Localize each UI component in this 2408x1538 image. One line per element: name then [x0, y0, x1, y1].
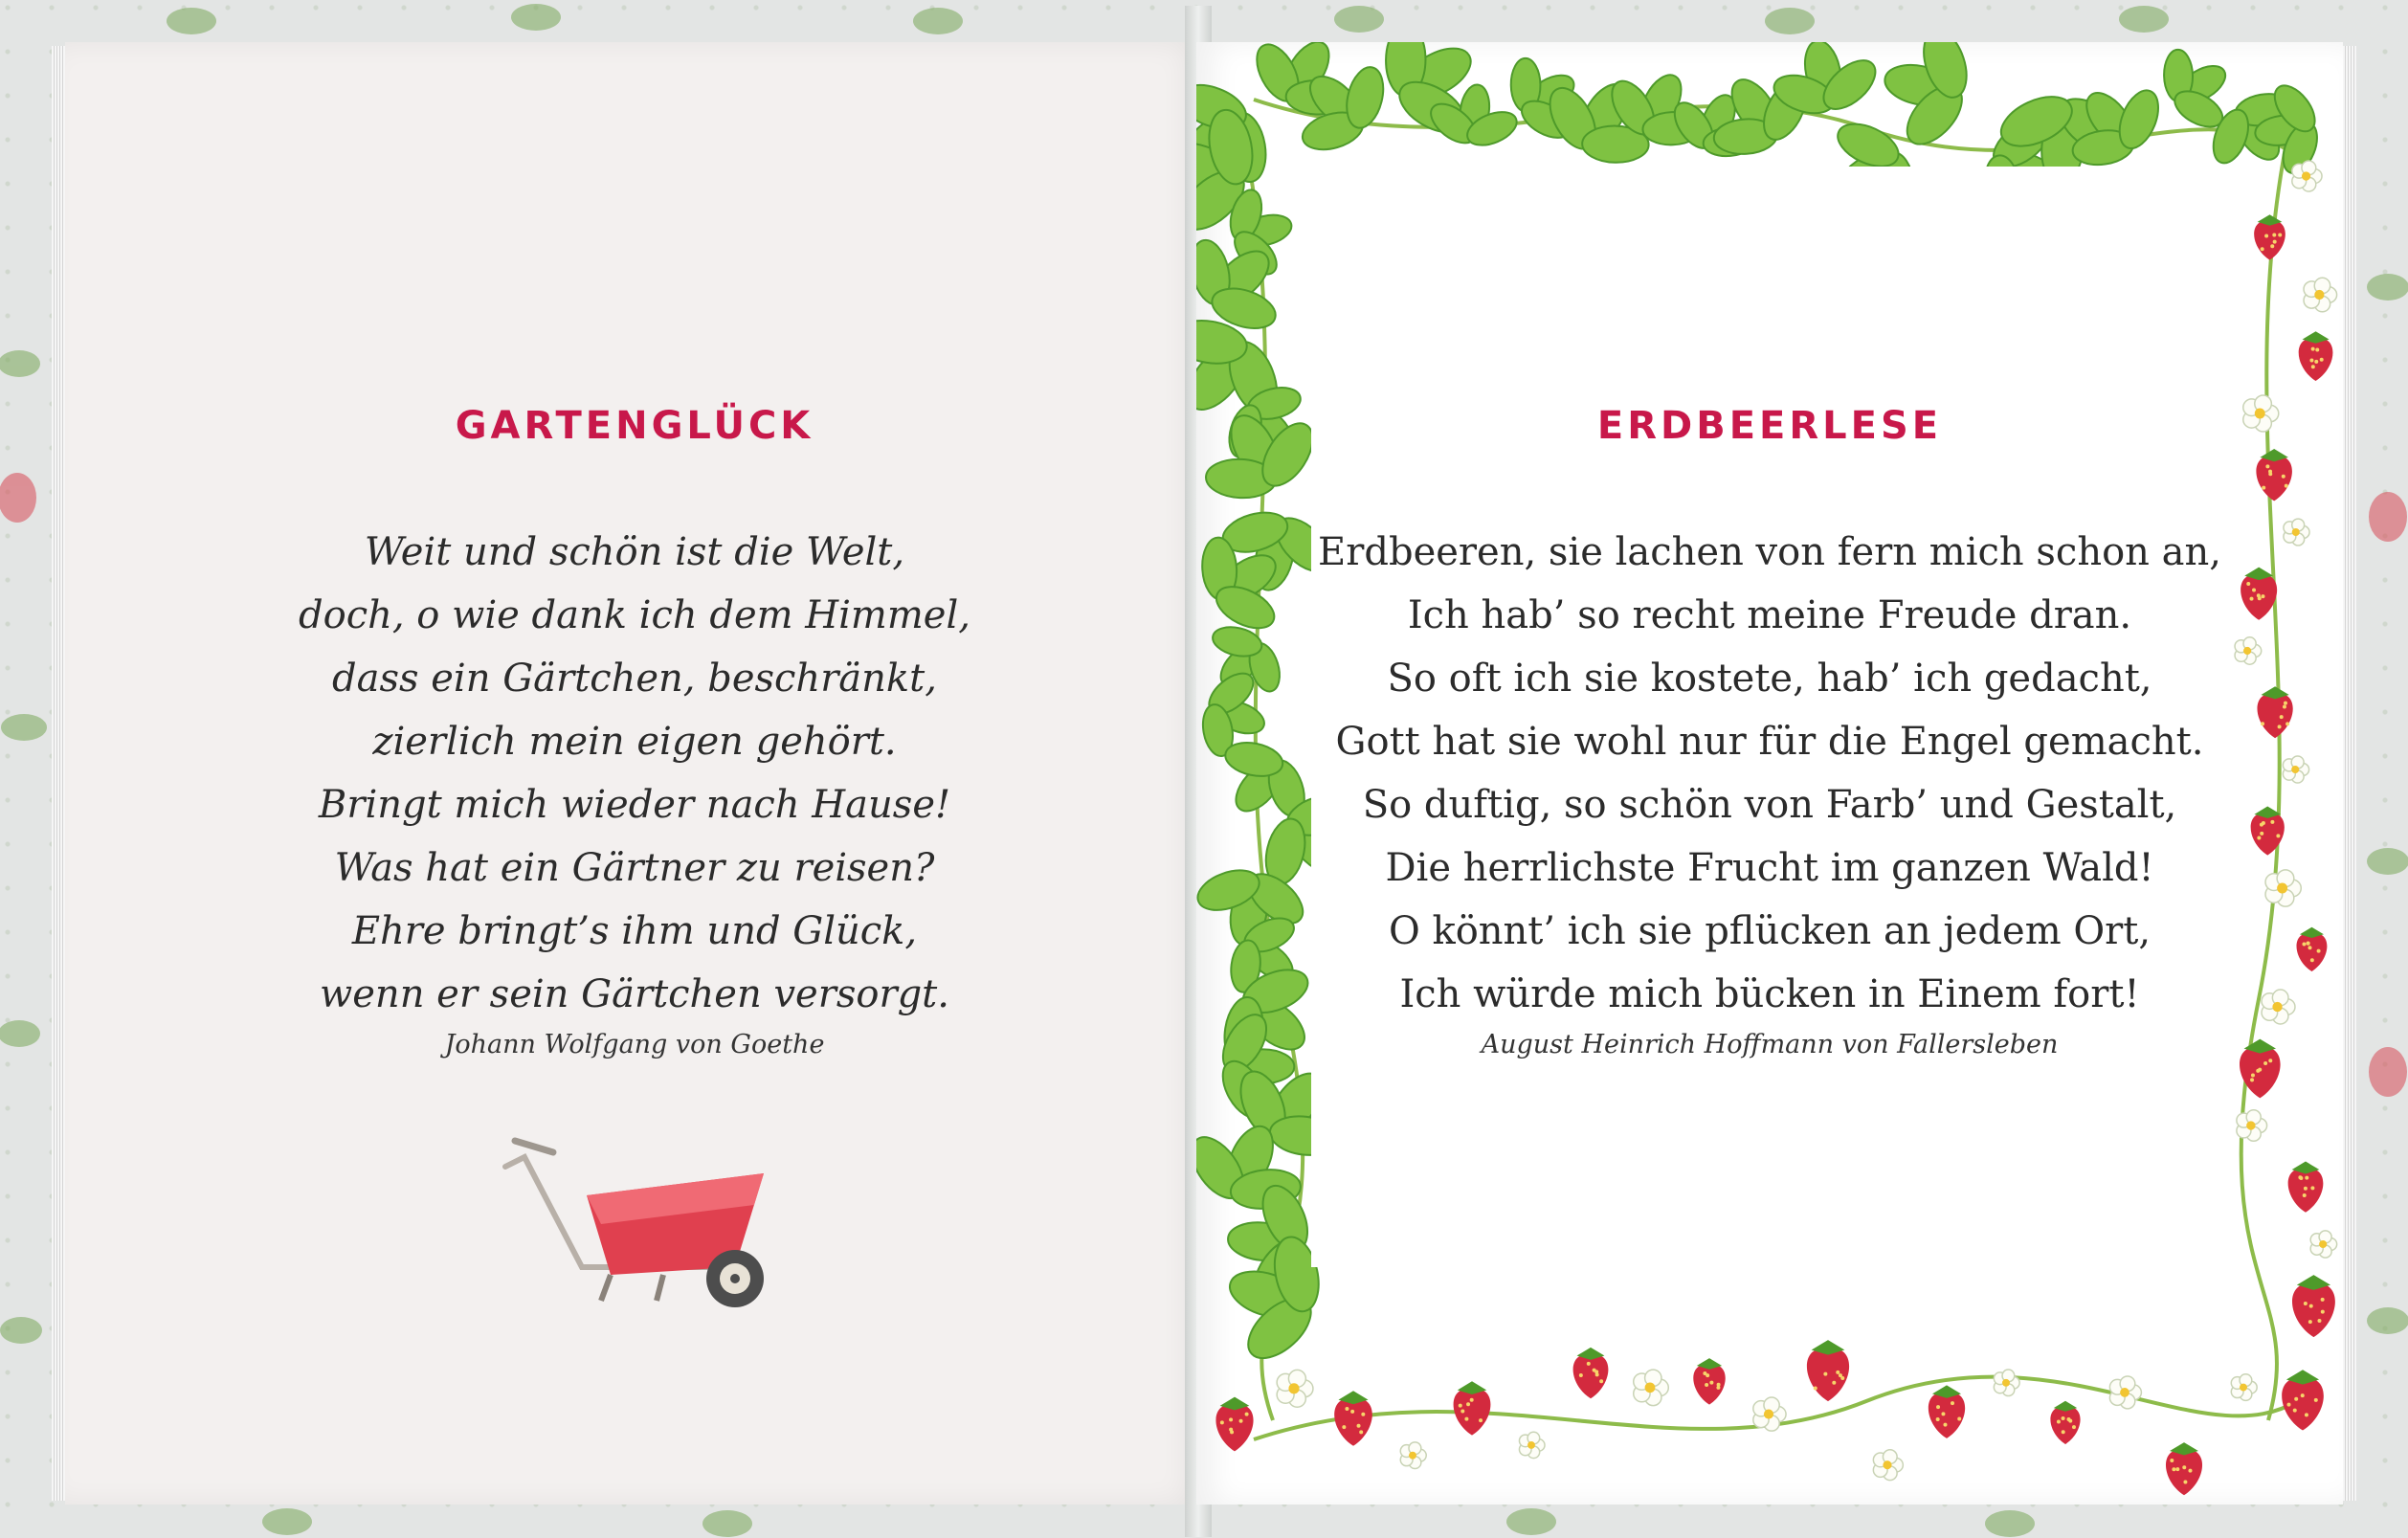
strawberry-icon — [1215, 1397, 1253, 1452]
right-poem-title: ERDBEERLESE — [1596, 404, 1943, 448]
blossom-icon — [1753, 1397, 1786, 1431]
strawberry-icon — [1454, 1381, 1491, 1435]
blossom-icon — [1400, 1442, 1426, 1469]
leaf-icon — [2248, 75, 2330, 184]
blossom-icon — [2292, 161, 2322, 191]
poem-line: Erdbeeren, sie lachen von fern mich schon an, — [1318, 530, 2221, 574]
strawberry-icon — [2292, 1275, 2335, 1337]
strawberry-icon — [1807, 1340, 1849, 1401]
right-page-edges — [2343, 46, 2356, 1501]
blossom-icon — [1519, 1432, 1545, 1458]
strawberry-icon — [2166, 1442, 2202, 1495]
poem-line: doch, o wie dank ich dem Himmel, — [299, 593, 970, 637]
poem-line: O könnt’ ich sie pflücken an jedem Ort, — [1388, 909, 2152, 953]
left-page-edges — [52, 46, 65, 1501]
poem-line: Ich hab’ so recht meine Freude dran. — [1407, 593, 2132, 637]
strawberry-icon — [1334, 1391, 1372, 1445]
strawberry-icon — [2299, 331, 2333, 381]
strawberry-icon — [1573, 1348, 1609, 1398]
right-poem-body — [1196, 521, 2343, 1026]
left-page — [65, 42, 1204, 1505]
left-poem-title: GARTENGLÜCK — [455, 404, 814, 448]
strawberry-icon — [2288, 1162, 2324, 1213]
poem-line: Bringt mich wieder nach Hause! — [318, 783, 951, 827]
blossom-icon — [2109, 1376, 2141, 1409]
poem-line: Die herrlichste Frucht im ganzen Wald! — [1385, 846, 2154, 890]
blossom-icon — [1873, 1450, 1903, 1481]
poem-line: wenn er sein Gärtchen versorgt. — [320, 972, 949, 1016]
left-poem-body — [65, 521, 1204, 1026]
poem-line: Ehre bringt’s ihm und Glück, — [351, 909, 918, 953]
poem-line: So oft ich sie kostete, hab’ ich gedacht, — [1387, 657, 2152, 701]
blossom-icon — [2237, 1110, 2267, 1142]
right-page — [1196, 42, 2343, 1505]
blossom-icon — [2304, 278, 2337, 312]
strawberry-icon — [2050, 1401, 2080, 1444]
poem-line: Was hat ein Gärtner zu reisen? — [334, 846, 935, 890]
strawberry-icon — [2256, 449, 2292, 501]
strawberry-icon — [1929, 1385, 1965, 1438]
blossom-icon — [2231, 1374, 2257, 1401]
poem-line: Weit und schön ist die Welt, — [364, 530, 905, 574]
strawberry-icon — [2254, 214, 2285, 259]
poem-line: Gott hat sie wohl nur für die Engel gemacht. — [1335, 720, 2204, 764]
blossom-icon — [1277, 1370, 1313, 1407]
poem-line: Ich würde mich bücken in Einem fort! — [1399, 972, 2140, 1016]
poem-line: zierlich mein eigen gehört. — [372, 720, 897, 764]
poem-line: dass ein Gärtchen, beschränkt, — [332, 657, 937, 701]
blossom-icon — [2310, 1231, 2336, 1258]
strawberry-icon — [2282, 1370, 2324, 1430]
left-poem-author: Johann Wolfgang von Goethe — [444, 1030, 825, 1059]
strawberry-icon — [1693, 1358, 1725, 1405]
right-poem-author: August Heinrich Hoffmann von Fallersleben — [1481, 1030, 2059, 1059]
blossom-icon — [1994, 1370, 2019, 1395]
poem-line: So duftig, so schön von Farb’ und Gestalt, — [1362, 783, 2177, 827]
blossom-icon — [1634, 1370, 1669, 1406]
wheelbarrow-illustration — [496, 1114, 812, 1315]
